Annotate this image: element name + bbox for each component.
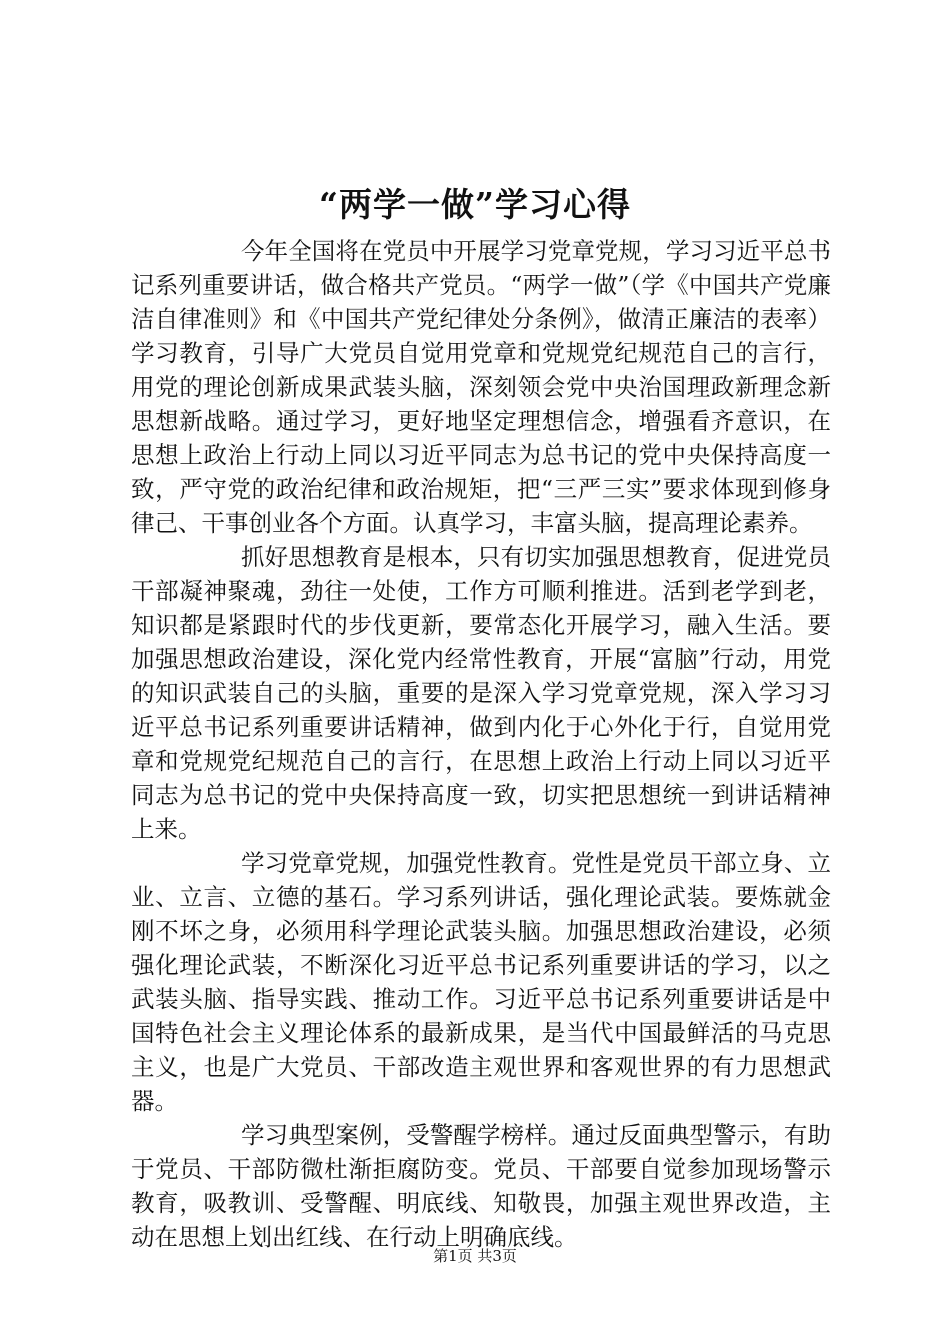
body-paragraph: 学习党章党规，加强党性教育。党性是党员干部立身、立业、立言、立德的基石。学习系列讲话，强化理论武装。要炼就金刚不坏之身，必须用科学理论武装头脑。加强思想政治建设，必须强化理论武装，不断深化习近平总书记系列重要讲话的学习，以之武装头脑、指导实践、推动工作。习近平总书记系列重要讲话是中国特色社会主义理论体系的最新成果，是当代中国最鲜活的马克思主义，也是广大党员、干部改造主观世界和客观世界的有力思想武器。 [131,849,831,1115]
body-paragraph: 今年全国将在党员中开展学习党章党规，学习习近平总书记系列重要讲话，做合格共产党员。“两学一做”（学《中国共产党廉洁自律准则》和《中国共产党纪律处分条例》，做清正廉洁的表率）学习教育，引导广大党员自觉用党章和党规党纪规范自己的言行，用党的理论创新成果武装头脑，深刻领会党中央治国理政新理念新思想新战略。通过学习，更好地坚定理想信念，增强看齐意识，在思想上政治上行动上同以习近平同志为总书记的党中央保持高度一致，严守党的政治纪律和政治规矩，把“三严三实”要求体现到修身律己、干事创业各个方面。认真学习，丰富头脑，提高理论素养。 [131,237,831,537]
body-paragraph: 抓好思想教育是根本，只有切实加强思想教育，促进党员干部凝神聚魂，劲往一处使，工作方可顺利推进。活到老学到老，知识都是紧跟时代的步伐更新，要常态化开展学习，融入生活。要加强思想政治建设，深化党内经常性教育，开展“富脑”行动，用党的知识武装自己的头脑，重要的是深入学习党章党规，深入学习习近平总书记系列重要讲话精神，做到内化于心外化于行，自觉用党章和党规党纪规范自己的言行，在思想上政治上行动上同以习近平同志为总书记的党中央保持高度一致，切实把思想统一到讲话精神上来。 [131,543,831,843]
document-body [131,234,831,1254]
body-paragraph: 学习典型案例，受警醒学榜样。通过反面典型警示，有助于党员、干部防微杜渐拒腐防变。党员、干部要自觉参加现场警示教育，吸教训、受警醒、明底线、知敬畏，加强主观世界改造，主动在思想上划出红线、在行动上明确底线。 [131,1121,831,1251]
page-number-footer: 第1页 共3页 [433,1247,517,1265]
document-title: “两学一做”学习心得 [319,185,631,224]
